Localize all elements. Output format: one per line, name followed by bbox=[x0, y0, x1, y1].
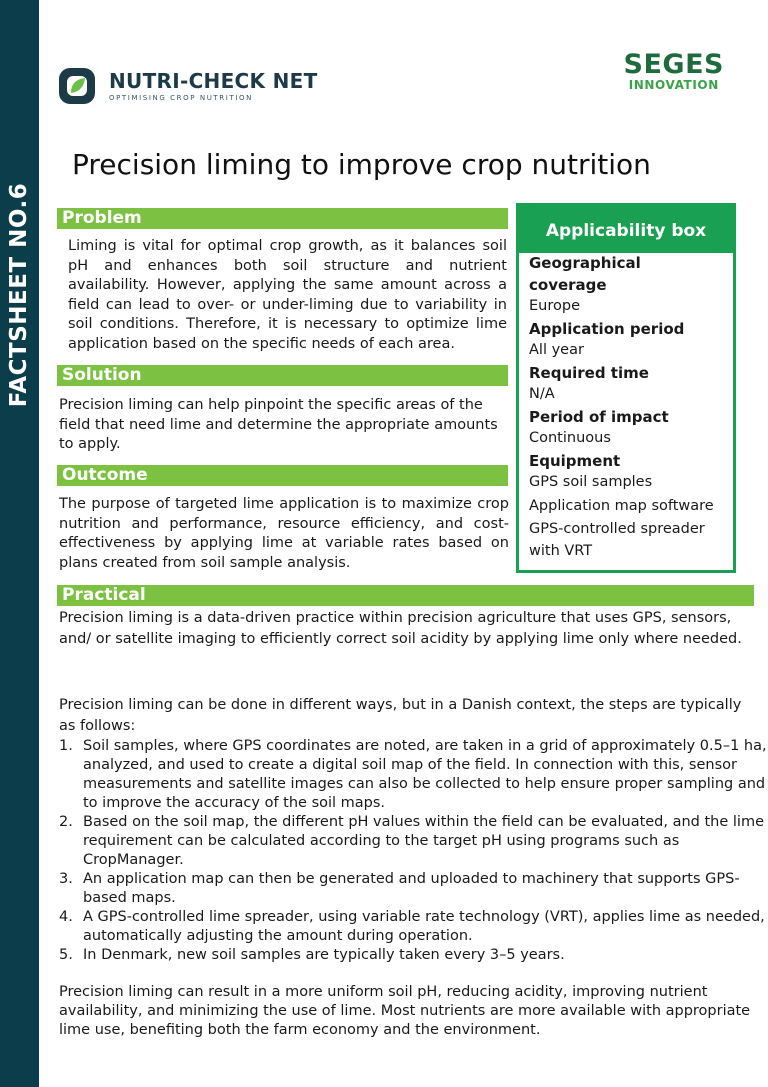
practical-intro: Precision liming is a data-driven practice within precision agriculture that uses GPS, sensors, and/ or satellite imaging to efficiently correct soil acidity by applying lime only where needed. bbox=[59, 610, 742, 647]
outcome-text: The purpose of targeted lime application is to maximize crop nutrition and performance, resource efficiency, and cost-effectiveness by applying lime at variable rates based on plans created from soil sample analysis. bbox=[59, 496, 509, 571]
practical-heading: Practical bbox=[57, 585, 754, 606]
steps-intro: Precision liming can be done in different ways, but in a Danish context, the steps are typically as follows: bbox=[59, 697, 742, 734]
list-item: 5. In Denmark, new soil samples are typically taken every 3–5 years. bbox=[59, 947, 565, 963]
list-item: 4. A GPS-controlled lime spreader, using variable rate technology (VRT), applies lime as needed, automatically adjusting the amount during operation. bbox=[59, 908, 767, 946]
applicability-value: GPS-controlled spreader with VRT bbox=[529, 521, 705, 559]
seges-name: SEGES bbox=[623, 49, 724, 80]
applicability-value: Application map software bbox=[529, 497, 714, 514]
step-text: In Denmark, new soil samples are typically taken every 3–5 years. bbox=[83, 947, 565, 963]
list-item: 2. Based on the soil map, the different pH values within the field can be evaluated, and the lime requirement can be calculated according to the target pH using programs such as CropManager. bbox=[59, 813, 767, 870]
applicability-value: Continuous bbox=[529, 430, 611, 446]
applicability-box bbox=[516, 203, 736, 573]
problem-heading: Problem bbox=[57, 208, 508, 229]
applicability-label: Geographical coverage bbox=[529, 254, 641, 294]
page-title: Precision liming to improve crop nutrition bbox=[72, 148, 651, 181]
nutri-check-net-logo bbox=[57, 66, 318, 106]
seges-sub: INNOVATION bbox=[628, 78, 719, 92]
applicability-value: All year bbox=[529, 342, 584, 358]
logo-name: NUTRI-CHECK NET bbox=[109, 69, 318, 93]
applicability-label: Equipment bbox=[529, 451, 621, 470]
applicability-value: Europe bbox=[529, 298, 580, 314]
step-text: Soil samples, where GPS coordinates are noted, are taken in a grid of approximately 0.5–1 ha, analyzed, and used to create a digital soil map of the field. In connection with this, sensor measurements and satellite images can also be collected to help ensure proper sampling and to improve the accuracy of the soil maps. bbox=[83, 738, 767, 811]
solution-text: Precision liming can help pinpoint the specific areas of the field that need lime and determine the appropriate amounts to apply. bbox=[59, 397, 498, 452]
applicability-label: Period of impact bbox=[529, 407, 669, 426]
outcome-heading: Outcome bbox=[57, 465, 508, 486]
applicability-label: Required time bbox=[529, 363, 649, 382]
solution-heading: Solution bbox=[57, 365, 508, 386]
steps-list bbox=[59, 737, 767, 965]
factsheet-label: FACTSHEET NO.6 bbox=[6, 182, 32, 408]
step-text: Based on the soil map, the different pH values within the field can be evaluated, and the lime requirement can be calculated according to the target pH using programs such as CropManager. bbox=[83, 814, 765, 868]
list-item: 3. An application map can then be generated and uploaded to machinery that supports GPS-based maps. bbox=[59, 870, 767, 908]
conclusion-text: Precision liming can result in a more uniform soil pH, reducing acidity, improving nutrient availability, and minimizing the use of lime. Most nutrients are more available with appropriate lime use, benefiting both the farm economy and the environment. bbox=[59, 984, 751, 1038]
applicability-value: GPS soil samples bbox=[529, 474, 653, 490]
applicability-heading: Applicability box bbox=[519, 206, 733, 253]
seges-innovation-logo bbox=[623, 49, 724, 92]
problem-text: Liming is vital for optimal crop growth, as it balances soil pH and enhances both soil structure and nutrient availability. However, applying the same amount across a field can lead to over- or under-liming due to variability in soil conditions. Therefore, it is necessary to optimize lime application based on the specific needs of each area. bbox=[68, 238, 507, 352]
logo-tagline: OPTIMISING CROP NUTRITION bbox=[109, 94, 253, 102]
sidebar bbox=[0, 0, 39, 1087]
step-text: A GPS-controlled lime spreader, using variable rate technology (VRT), applies lime as needed, automatically adjusting the amount during operation. bbox=[83, 909, 765, 944]
step-text: An application map can then be generated and uploaded to machinery that supports GPS-based maps. bbox=[83, 871, 740, 906]
applicability-value: N/A bbox=[529, 386, 555, 402]
nutri-check-logo-icon bbox=[57, 66, 97, 106]
list-item: 1. Soil samples, where GPS coordinates are noted, are taken in a grid of approximately 0.5–1 ha, analyzed, and used to create a digital soil map of the field. In connection with this, sensor measurements and satellite images can also be collected to help ensure proper sampling and to improve the accuracy of the soil maps. bbox=[59, 738, 767, 811]
applicability-label: Application period bbox=[529, 319, 685, 338]
